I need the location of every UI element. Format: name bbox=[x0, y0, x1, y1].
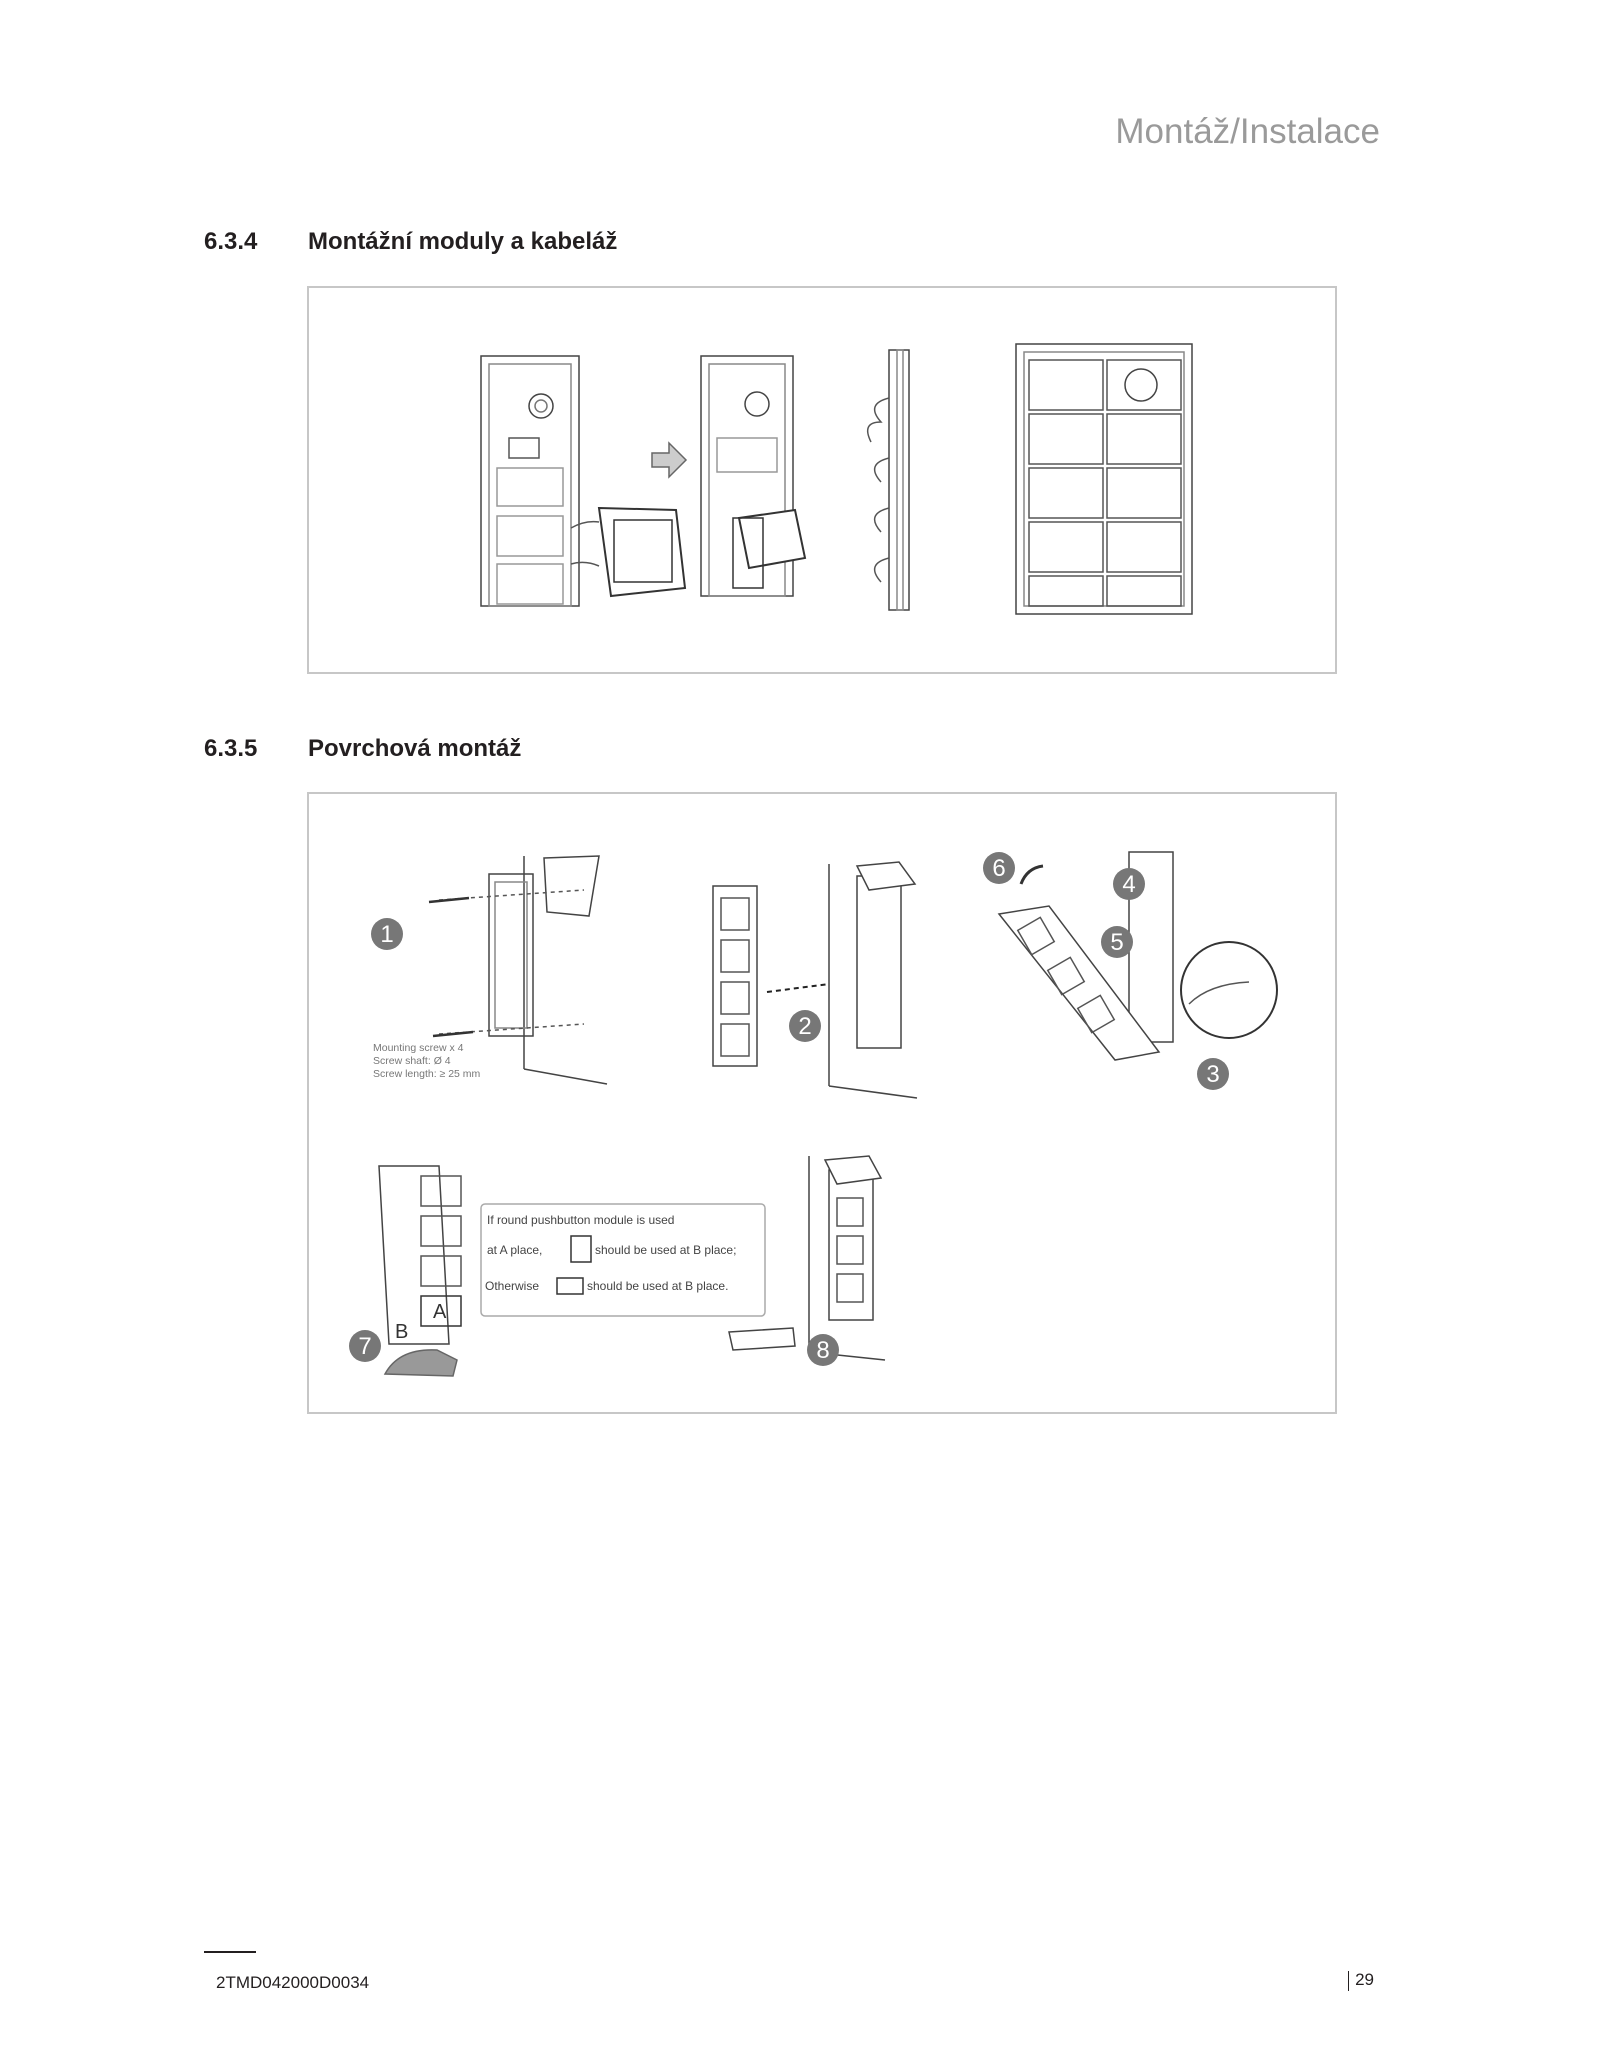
screen-module bbox=[571, 508, 685, 596]
section-number: 6.3.4 bbox=[204, 228, 258, 255]
section-title: Povrchová montáž bbox=[308, 735, 522, 762]
rear-module-grid bbox=[1016, 344, 1192, 614]
step-badge-7 bbox=[349, 1330, 381, 1362]
figure-surface-mounting-drawing bbox=[309, 794, 1339, 1416]
screw-note-line: Screw shaft: Ø 4 bbox=[373, 1055, 451, 1067]
place-label-a: A bbox=[433, 1301, 447, 1323]
step-number: 3 bbox=[1206, 1061, 1220, 1088]
step-number: 7 bbox=[358, 1333, 372, 1360]
step-badge-8 bbox=[807, 1334, 839, 1366]
callout-line: should be used at B place. bbox=[587, 1279, 729, 1293]
callout-line: should be used at B place; bbox=[595, 1243, 737, 1257]
step-number: 5 bbox=[1110, 929, 1124, 956]
arrow-icon bbox=[652, 443, 686, 477]
section-title: Montážní moduly a kabeláž bbox=[308, 228, 618, 255]
step-number: 2 bbox=[798, 1013, 812, 1040]
page-number: 29 bbox=[1355, 1970, 1374, 1989]
figure-mounting-modules bbox=[307, 286, 1337, 674]
step-badge-5 bbox=[1101, 926, 1133, 958]
callout-line: If round pushbutton module is used bbox=[487, 1213, 675, 1227]
step-badge-4 bbox=[1113, 868, 1145, 900]
screw-note-line: Mounting screw x 4 bbox=[373, 1042, 464, 1054]
callout-line: at A place, bbox=[487, 1243, 543, 1257]
place-label-b: B bbox=[395, 1321, 409, 1343]
callout-line: Otherwise bbox=[485, 1279, 540, 1293]
footer-page-number bbox=[1348, 1970, 1374, 1991]
page-header-title: Montáž/Instalace bbox=[1115, 112, 1380, 151]
footer-rule bbox=[204, 1951, 256, 1953]
step-number: 8 bbox=[816, 1337, 830, 1364]
step-badge-6 bbox=[983, 852, 1015, 884]
step-badge-2 bbox=[789, 1010, 821, 1042]
figure-mounting-modules-drawing bbox=[309, 288, 1339, 676]
panel-frame-2 bbox=[701, 356, 805, 596]
step-number: 6 bbox=[992, 855, 1006, 882]
side-view-cabling bbox=[868, 350, 909, 610]
step-badge-1 bbox=[371, 918, 403, 950]
panel-frame-1 bbox=[481, 356, 579, 606]
figure-surface-mounting bbox=[307, 792, 1337, 1414]
section-number: 6.3.5 bbox=[204, 735, 258, 762]
step7-drawing bbox=[379, 1166, 765, 1376]
step-number: 1 bbox=[380, 921, 394, 948]
step2-drawing bbox=[713, 862, 917, 1098]
screw-note-line: Screw length: ≥ 25 mm bbox=[373, 1068, 481, 1080]
step-badge-3 bbox=[1197, 1058, 1229, 1090]
step-number: 4 bbox=[1122, 871, 1136, 898]
page-divider bbox=[1348, 1971, 1349, 1991]
footer-document-number: 2TMD042000D0034 bbox=[216, 1973, 370, 1992]
